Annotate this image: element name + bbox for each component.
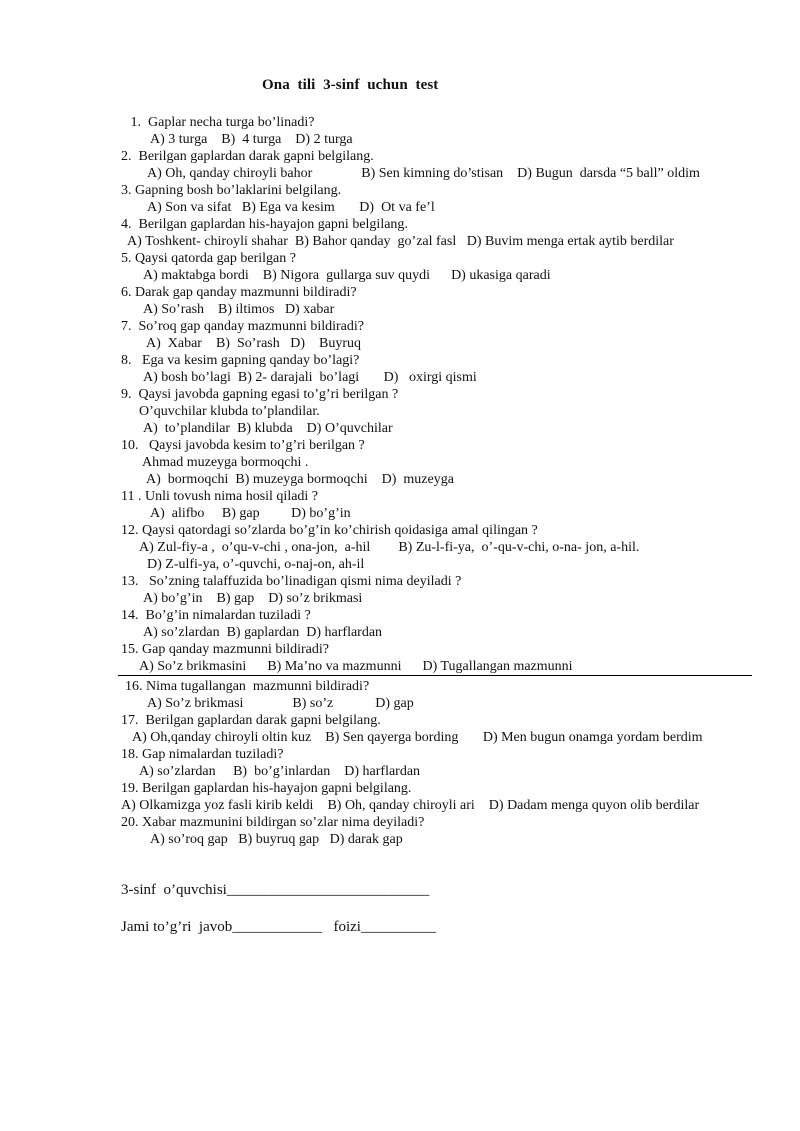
- score-line[interactable]: Jami to’g’ri javob____________ foizi__________: [121, 919, 436, 935]
- question-text: O’quvchilar klubda to’plandilar.: [139, 404, 320, 419]
- answer-line: A) bo’g’in B) gap D) so’z brikmasi: [143, 591, 363, 606]
- answer-line: A) Oh, qanday chiroyli bahor B) Sen kimning do’stisan D) Bugun darsda “5 ball” oldim: [147, 166, 700, 181]
- answer-line: A) so’zlardan B) bo’g’inlardan D) harflardan: [139, 764, 421, 779]
- answer-line: A) Son va sifat B) Ega va kesim D) Ot va fe’l: [147, 200, 435, 215]
- question-line: 1. Gaplar necha turga bo’linadi?: [127, 115, 315, 130]
- answer-line: A) to’plandilar B) klubda D) O’quvchilar: [143, 421, 393, 436]
- question-text: Ahmad muzeyga bormoqchi .: [142, 455, 309, 470]
- answer-line: A) So’z brikmasi B) so’z D) gap: [147, 696, 414, 711]
- student-name-line[interactable]: 3-sinf o’quvchisi___________________________: [121, 882, 430, 898]
- horizontal-divider: [118, 675, 752, 676]
- answer-line: A) bormoqchi B) muzeyga bormoqchi D) muzeyga: [146, 472, 454, 487]
- question-line: 19. Berilgan gaplardan his-hayajon gapni belgilang.: [121, 781, 412, 796]
- question-line: 4. Berilgan gaplardan his-hayajon gapni belgilang.: [121, 217, 408, 232]
- answer-line: A) Zul-fiy-a , o’qu-v-chi , ona-jon, a-hil B) Zu-l-fi-ya, o’-qu-v-chi, o-na- jon, a-hil.: [139, 540, 640, 555]
- answer-line: A) Olkamizga yoz fasli kirib keldi B) Oh, qanday chiroyli ari D) Dadam menga quyon olib berdilar: [121, 798, 700, 813]
- answer-line: D) Z-ulfi-ya, o’-quvchi, o-naj-on, ah-il: [147, 557, 365, 572]
- question-line: 8. Ega va kesim gapning qanday bo’lagi?: [121, 353, 360, 368]
- question-line: 20. Xabar mazmunini bildirgan so’zlar nima deyiladi?: [121, 815, 425, 830]
- question-line: 17. Berilgan gaplardan darak gapni belgilang.: [121, 713, 381, 728]
- page-title: Ona tili 3-sinf uchun test: [262, 77, 439, 93]
- answer-line: A) so’roq gap B) buyruq gap D) darak gap: [150, 832, 403, 847]
- answer-line: A) So’rash B) iltimos D) xabar: [143, 302, 335, 317]
- answer-line: A) alifbo B) gap D) bo’g’in: [150, 506, 351, 521]
- answer-line: A) so’zlardan B) gaplardan D) harflardan: [143, 625, 383, 640]
- question-line: 16. Nima tugallangan mazmunni bildiradi?: [125, 679, 370, 694]
- answer-line: A) maktabga bordi B) Nigora gullarga suv quydi D) ukasiga qaradi: [143, 268, 551, 283]
- answer-line: A) So’z brikmasini B) Ma’no va mazmunni D) Tugallangan mazmunni: [139, 659, 573, 674]
- question-line: 15. Gap qanday mazmunni bildiradi?: [121, 642, 329, 657]
- answer-line: A) Xabar B) So’rash D) Buyruq: [146, 336, 362, 351]
- question-line: 12. Qaysi qatordagi so’zlarda bo’g’in ko’chirish qoidasiga amal qilingan ?: [121, 523, 538, 538]
- question-line: 6. Darak gap qanday mazmunni bildiradi?: [121, 285, 357, 300]
- question-line: 10. Qaysi javobda kesim to’g’ri berilgan ?: [121, 438, 365, 453]
- question-line: 13. So’zning talaffuzida bo’linadigan qismi nima deyiladi ?: [121, 574, 462, 589]
- question-line: 11 . Unli tovush nima hosil qiladi ?: [121, 489, 319, 504]
- question-line: 14. Bo’g’in nimalardan tuziladi ?: [121, 608, 311, 623]
- question-line: 18. Gap nimalardan tuziladi?: [121, 747, 284, 762]
- question-line: 2. Berilgan gaplardan darak gapni belgilang.: [121, 149, 374, 164]
- question-line: 9. Qaysi javobda gapning egasi to’g’ri berilgan ?: [121, 387, 399, 402]
- answer-line: A) Oh,qanday chiroyli oltin kuz B) Sen qayerga bording D) Men bugun onamga yordam berdim: [132, 730, 703, 745]
- answer-line: A) Toshkent- chiroyli shahar B) Bahor qanday go’zal fasl D) Buvim menga ertak aytib berdilar: [127, 234, 674, 249]
- question-line: 3. Gapning bosh bo’laklarini belgilang.: [121, 183, 342, 198]
- question-line: 5. Qaysi qatorda gap berilgan ?: [121, 251, 296, 266]
- question-line: 7. So’roq gap qanday mazmunni bildiradi?: [121, 319, 364, 334]
- answer-line: A) 3 turga B) 4 turga D) 2 turga: [150, 132, 353, 147]
- answer-line: A) bosh bo’lagi B) 2- darajali bo’lagi D) oxirgi qismi: [143, 370, 477, 385]
